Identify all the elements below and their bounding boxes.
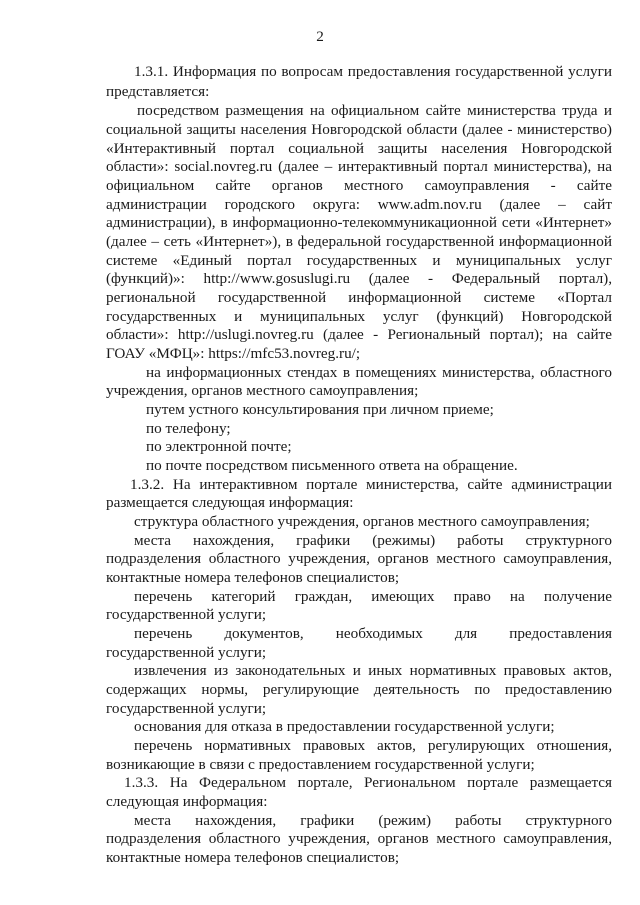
text-line: официальном сайте органов местного самоуправления - сайте (106, 177, 612, 194)
text-line: содержащих нормы, регулирующие деятельность по предоставлению (106, 681, 612, 698)
text-line: подразделения областного учреждения, органов местного самоуправления, (106, 550, 612, 567)
text-line: государственной услуги; (106, 606, 267, 623)
text-line: социальной защиты населения Новгородской области (далее - министерство) (106, 121, 612, 138)
text-line: учреждения, органов местного самоуправления; (106, 382, 419, 399)
text-line: извлечения из законодательных и иных нормативных правовых актов, (134, 662, 612, 679)
text-line: места нахождения, графики (режим) работы структурного (134, 812, 612, 829)
text-line: подразделения областного учреждения, органов местного самоуправления, (106, 830, 612, 847)
text-line: на информационных стендах в помещениях министерства, областного (146, 364, 612, 381)
text-line: по почте посредством письменного ответа на обращение. (146, 457, 518, 474)
text-line: государственной услуги; (106, 644, 267, 661)
text-line: размещается следующая информация: (106, 494, 354, 511)
text-line: 1.3.3. На Федеральном портале, Региональном портале размещается (124, 774, 612, 791)
text-line: региональной государственной информационной системе «Портал (106, 289, 612, 306)
text-line: перечень документов, необходимых для предоставления (134, 625, 612, 642)
text-line: перечень категорий граждан, имеющих право на получение (134, 588, 612, 605)
text-line: «Интерактивный портал социальной защиты населения Новгородской (106, 140, 612, 157)
text-line: путем устного консультирования при личном приеме; (146, 401, 494, 418)
text-line: контактные номера телефонов специалистов; (106, 849, 400, 866)
text-line: области»: social.novreg.ru (далее – интерактивный портал министерства), на (106, 158, 612, 175)
text-line: представляется: (106, 83, 210, 100)
text-line: по телефону; (146, 420, 231, 437)
text-line: 1.3.1. Информация по вопросам предоставления государственной услуги (134, 63, 612, 80)
text-line: структура областного учреждения, органов местного самоуправления; (134, 513, 590, 530)
text-line: государственной услуги; (106, 700, 267, 717)
text-line: государственных и муниципальных услуг (функций) Новгородской (106, 308, 612, 325)
text-line: администрации городского округа: www.adm.nov.ru (далее – сайт (106, 196, 612, 213)
text-line: места нахождения, графики (режимы) работы структурного (134, 532, 612, 549)
text-line: системе «Единый портал государственных и муниципальных услуг (106, 252, 612, 269)
text-line: по электронной почте; (146, 438, 292, 455)
page-number: 2 (316, 28, 324, 45)
text-line: ГОАУ «МФЦ»: https://mfc53.novreg.ru/; (106, 345, 361, 362)
text-line: (далее – сеть «Интернет»), в федеральной государственной информационной (106, 233, 612, 250)
text-line: следующая информация: (106, 793, 268, 810)
text-line: возникающие в связи с предоставлением государственной услуги; (106, 756, 535, 773)
text-line: контактные номера телефонов специалистов; (106, 569, 400, 586)
text-line: основания для отказа в предоставлении государственной услуги; (134, 718, 555, 735)
text-line: администрации), в информационно-телекоммуникационной сети «Интернет» (106, 214, 612, 231)
text-line: (функций)»: http://www.gosuslugi.ru (далее - Федеральный портал), (106, 270, 612, 287)
text-line: области»: http://uslugi.novreg.ru (далее - Региональный портал); на сайте (106, 326, 612, 343)
text-line: посредством размещения на официальном сайте министерства труда и (137, 102, 612, 119)
text-line: перечень нормативных правовых актов, регулирующих отношения, (134, 737, 612, 754)
text-line: 1.3.2. На интерактивном портале министерства, сайте администрации (130, 476, 612, 493)
